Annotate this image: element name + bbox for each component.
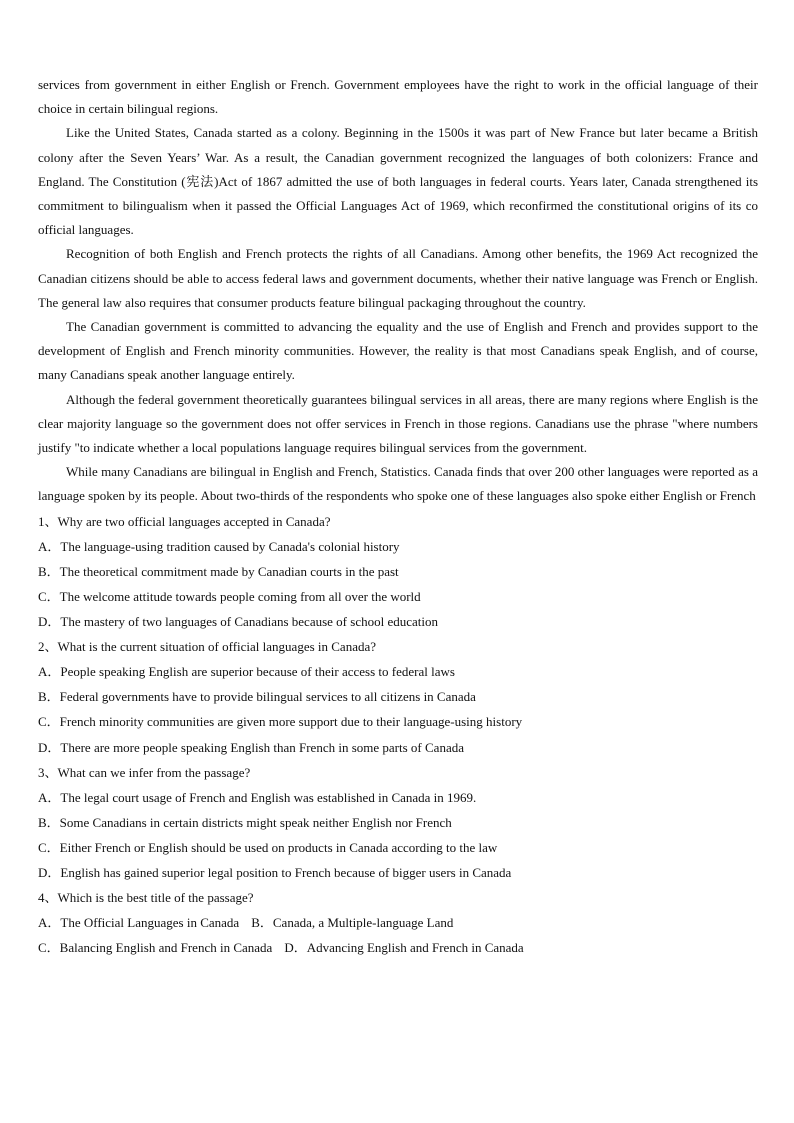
option-b: B．Canada, a Multiple-language Land (251, 915, 454, 931)
option-a: A．The Official Languages in Canada (38, 915, 240, 931)
passage-paragraph-continued: services from government in either English or French. Government employees have the right to work in the official language of their choice in certain bilingual regions. (38, 77, 758, 117)
passage-paragraph: Like the United States, Canada started as a colony. Beginning in the 1500s it was part of New France but later became a British colony after the Seven Years’ War. As a result, the Canadian government recognized the languages of both colonizers: France and England. The Constitution (宪法)Act of 1867 admitted the use of both languages in federal courts. Years later, Canada strengthened its commitment to bilingualism when it passed the Official Languages Act of 1969, which reconfirmed the constitutional origins of its co official languages. (38, 125, 758, 238)
option-a: A．The language-using tradition caused by Canada's colonial history (38, 538, 400, 554)
option-a: A．The legal court usage of French and English was established in Canada in 1969. (38, 789, 477, 805)
question-stem: 2、What is the current situation of official languages in Canada? (38, 639, 377, 655)
passage-paragraph: The Canadian government is committed to advancing the equality and the use of English and French and provides support to the development of English and French minority communities. However, the reality is that most Canadians speak English, and of course, many Canadians speak another language entirely. (38, 319, 758, 383)
question-stem: 3、What can we infer from the passage? (38, 764, 251, 780)
option-c: C．The welcome attitude towards people coming from all over the world (38, 588, 421, 604)
option-row (38, 910, 758, 935)
passage-paragraph: Although the federal government theoretically guarantees bilingual services in all areas, there are many regions where English is the clear majority language so the government does not offer services in French in those regions. Canadians use the phrase "where numbers justify "to indicate whether a local populations language requires bilingual services from the government. (38, 391, 758, 456)
question-stem: 4、Which is the best title of the passage? (38, 890, 254, 906)
option-a: A．People speaking English are superior because of their access to federal laws (38, 664, 455, 680)
option-row (38, 935, 758, 960)
option-c: C．French minority communities are given more support due to their language-using history (38, 714, 523, 730)
question-2 (38, 634, 758, 759)
option-d: D．Advancing English and French in Canada (284, 940, 524, 956)
document-page (38, 73, 758, 960)
option-c: C．Balancing English and French in Canada (38, 940, 273, 956)
question-1 (38, 509, 758, 634)
passage-paragraph: Recognition of both English and French protects the rights of all Canadians. Among other benefits, the 1969 Act recognized the Canadian citizens should be able to access federal laws and government documents, whether their native language was French or English. The general law also requires that consumer products feature bilingual packaging throughout the country. (38, 246, 758, 310)
option-b: B．The theoretical commitment made by Canadian courts in the past (38, 563, 399, 579)
question-4 (38, 885, 758, 960)
passage-paragraph: While many Canadians are bilingual in English and French, Statistics. Canada finds that over 200 other languages were reported as a language spoken by its people. About two-thirds of the respondents who spoke one of these languages also spoke either English or French (38, 464, 758, 504)
question-stem: 1、Why are two official languages accepted in Canada? (38, 513, 331, 529)
option-b: B．Some Canadians in certain districts might speak neither English nor French (38, 814, 452, 830)
option-d: D．The mastery of two languages of Canadians because of school education (38, 614, 438, 630)
option-b: B．Federal governments have to provide bilingual services to all citizens in Canada (38, 689, 476, 705)
question-3 (38, 760, 758, 885)
option-d: D．English has gained superior legal position to French because of bigger users in Canada (38, 864, 512, 880)
option-c: C．Either French or English should be used on products in Canada according to the law (38, 839, 498, 855)
option-d: D．There are more people speaking English than French in some parts of Canada (38, 739, 464, 755)
